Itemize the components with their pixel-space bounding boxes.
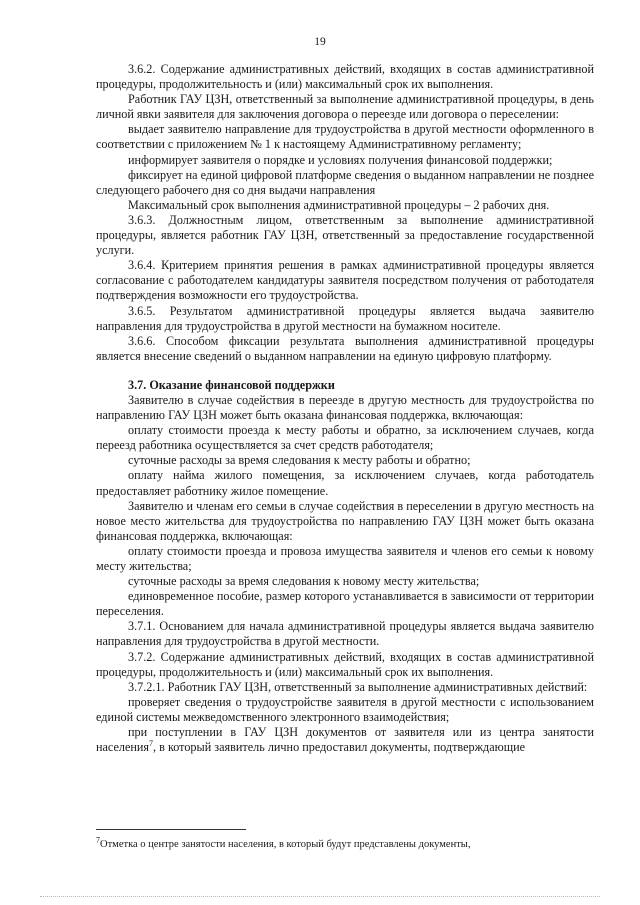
page-number: 19 <box>314 36 326 48</box>
scan-edge-line <box>40 896 600 897</box>
footnote-text: Отметка о центре занятости населения, в который будут представлены документы, <box>100 839 471 850</box>
paragraph-3-6-6: 3.6.6. Способом фиксации результата выполнения административной процедуры является внесение сведений о выданном направлении на единую цифровую платформу. <box>96 333 594 363</box>
paragraph-3-7-1: 3.7.1. Основанием для начала административной процедуры является выдача заявителю направления для трудоустройства в другой местности. <box>96 619 594 649</box>
paragraph-support-resettlement: Заявителю и членам его семьи в случае содействия в переселении в другую местность на новое место жительства для трудоустройства по направлению ГАУ ЦЗН может быть оказана финансовая поддержка, включающая: <box>96 498 594 543</box>
paragraph-transport-property: оплату стоимости проезда и провоза имущества заявителя и членов его семьи к новому месту жительства; <box>96 543 594 573</box>
paragraph-support-relocation: Заявителю в случае содействия в переезде в другую местность для трудоустройства по направлению ГАУ ЦЗН может быть оказана финансовая поддержка, включающая: <box>96 392 594 423</box>
paragraph-daily-expenses-new-residence: суточные расходы за время следования к новому месту жительства; <box>128 574 480 589</box>
paragraph-3-7-2: 3.7.2. Содержание административных действий, входящих в состав административной процедуры, продолжительность и (или) максимальный срок их выполнения. <box>96 649 594 679</box>
paragraph-text-before-note: при поступлении в ГАУ ЦЗН документов от заявителя или из центра занятости населения <box>96 725 594 755</box>
paragraph-3-6-5: 3.6.5. Результатом административной процедуры является выдача заявителю направления для трудоустройства в другой местности на бумажном носителе. <box>96 303 594 333</box>
paragraph-3-7-2-1: 3.7.2.1. Работник ГАУ ЦЗН, ответственный за выполнение административных действий: <box>128 679 588 694</box>
footnote <box>96 835 594 852</box>
paragraph-lump-sum: единовременное пособие, размер которого устанавливается в зависимости от территории переселения. <box>96 589 594 619</box>
paragraph-3-6-3: 3.6.3. Должностным лицом, ответственным за выполнение административной процедуры, является работник ГАУ ЦЗН, ответственный за предоставление государственной услуги. <box>96 212 594 258</box>
paragraph-max-term: Максимальный срок выполнения административной процедуры – 2 рабочих дня. <box>128 197 550 212</box>
section-heading-3-7: 3.7. Оказание финансовой поддержки <box>128 377 335 392</box>
footnote-mark: 7 <box>96 835 100 845</box>
paragraph-text-after-note: , в который заявитель лично предоставил документы, подтверждающие <box>153 740 526 755</box>
paragraph-records-platform: фиксирует на единой цифровой платформе сведения о выданном направлении не позднее следующего рабочего дня со дня выдачи направления <box>96 167 594 197</box>
paragraph-informs: информирует заявителя о порядке и условиях получения финансовой поддержки; <box>128 152 553 167</box>
paragraph-issues-referral: выдает заявителю направление для трудоустройства в другой местности оформленного в соответствии с приложением № 1 к настоящему Административному регламенту; <box>96 122 594 152</box>
footnote-separator <box>96 829 246 830</box>
document-body <box>96 62 594 755</box>
paragraph-checks-info: проверяет сведения о трудоустройстве заявителя в другой местности с использованием единой системы межведомственного электронного взаимодействия; <box>96 694 594 724</box>
paragraph-3-6-4: 3.6.4. Критерием принятия решения в рамках административной процедуры является согласование с работодателем кандидатуры заявителя посредством получения от работодателя подтверждения возможности его трудоустройства. <box>96 258 594 303</box>
paragraph-housing-rent: оплату найма жилого помещения, за исключением случаев, когда работодатель предоставляет работнику жилое помещение. <box>96 468 594 498</box>
paragraph-documents-received <box>96 725 594 755</box>
paragraph-travel-cost: оплату стоимости проезда к месту работы и обратно, за исключением случаев, когда переезд работника осуществляется за счет средств работодателя; <box>96 423 594 453</box>
paragraph-worker-duties: Работник ГАУ ЦЗН, ответственный за выполнение административной процедуры, в день личной явки заявителя для заключения договора о переезде или договора о переселении: <box>96 92 594 122</box>
footnote-reference-mark: 7 <box>149 739 154 749</box>
paragraph-3-6-2: 3.6.2. Содержание административных действий, входящих в состав административной процедуры, продолжительность и (или) максимальный срок их выполнения. <box>96 62 594 92</box>
paragraph-daily-expenses: суточные расходы за время следования к месту работы и обратно; <box>128 453 471 468</box>
